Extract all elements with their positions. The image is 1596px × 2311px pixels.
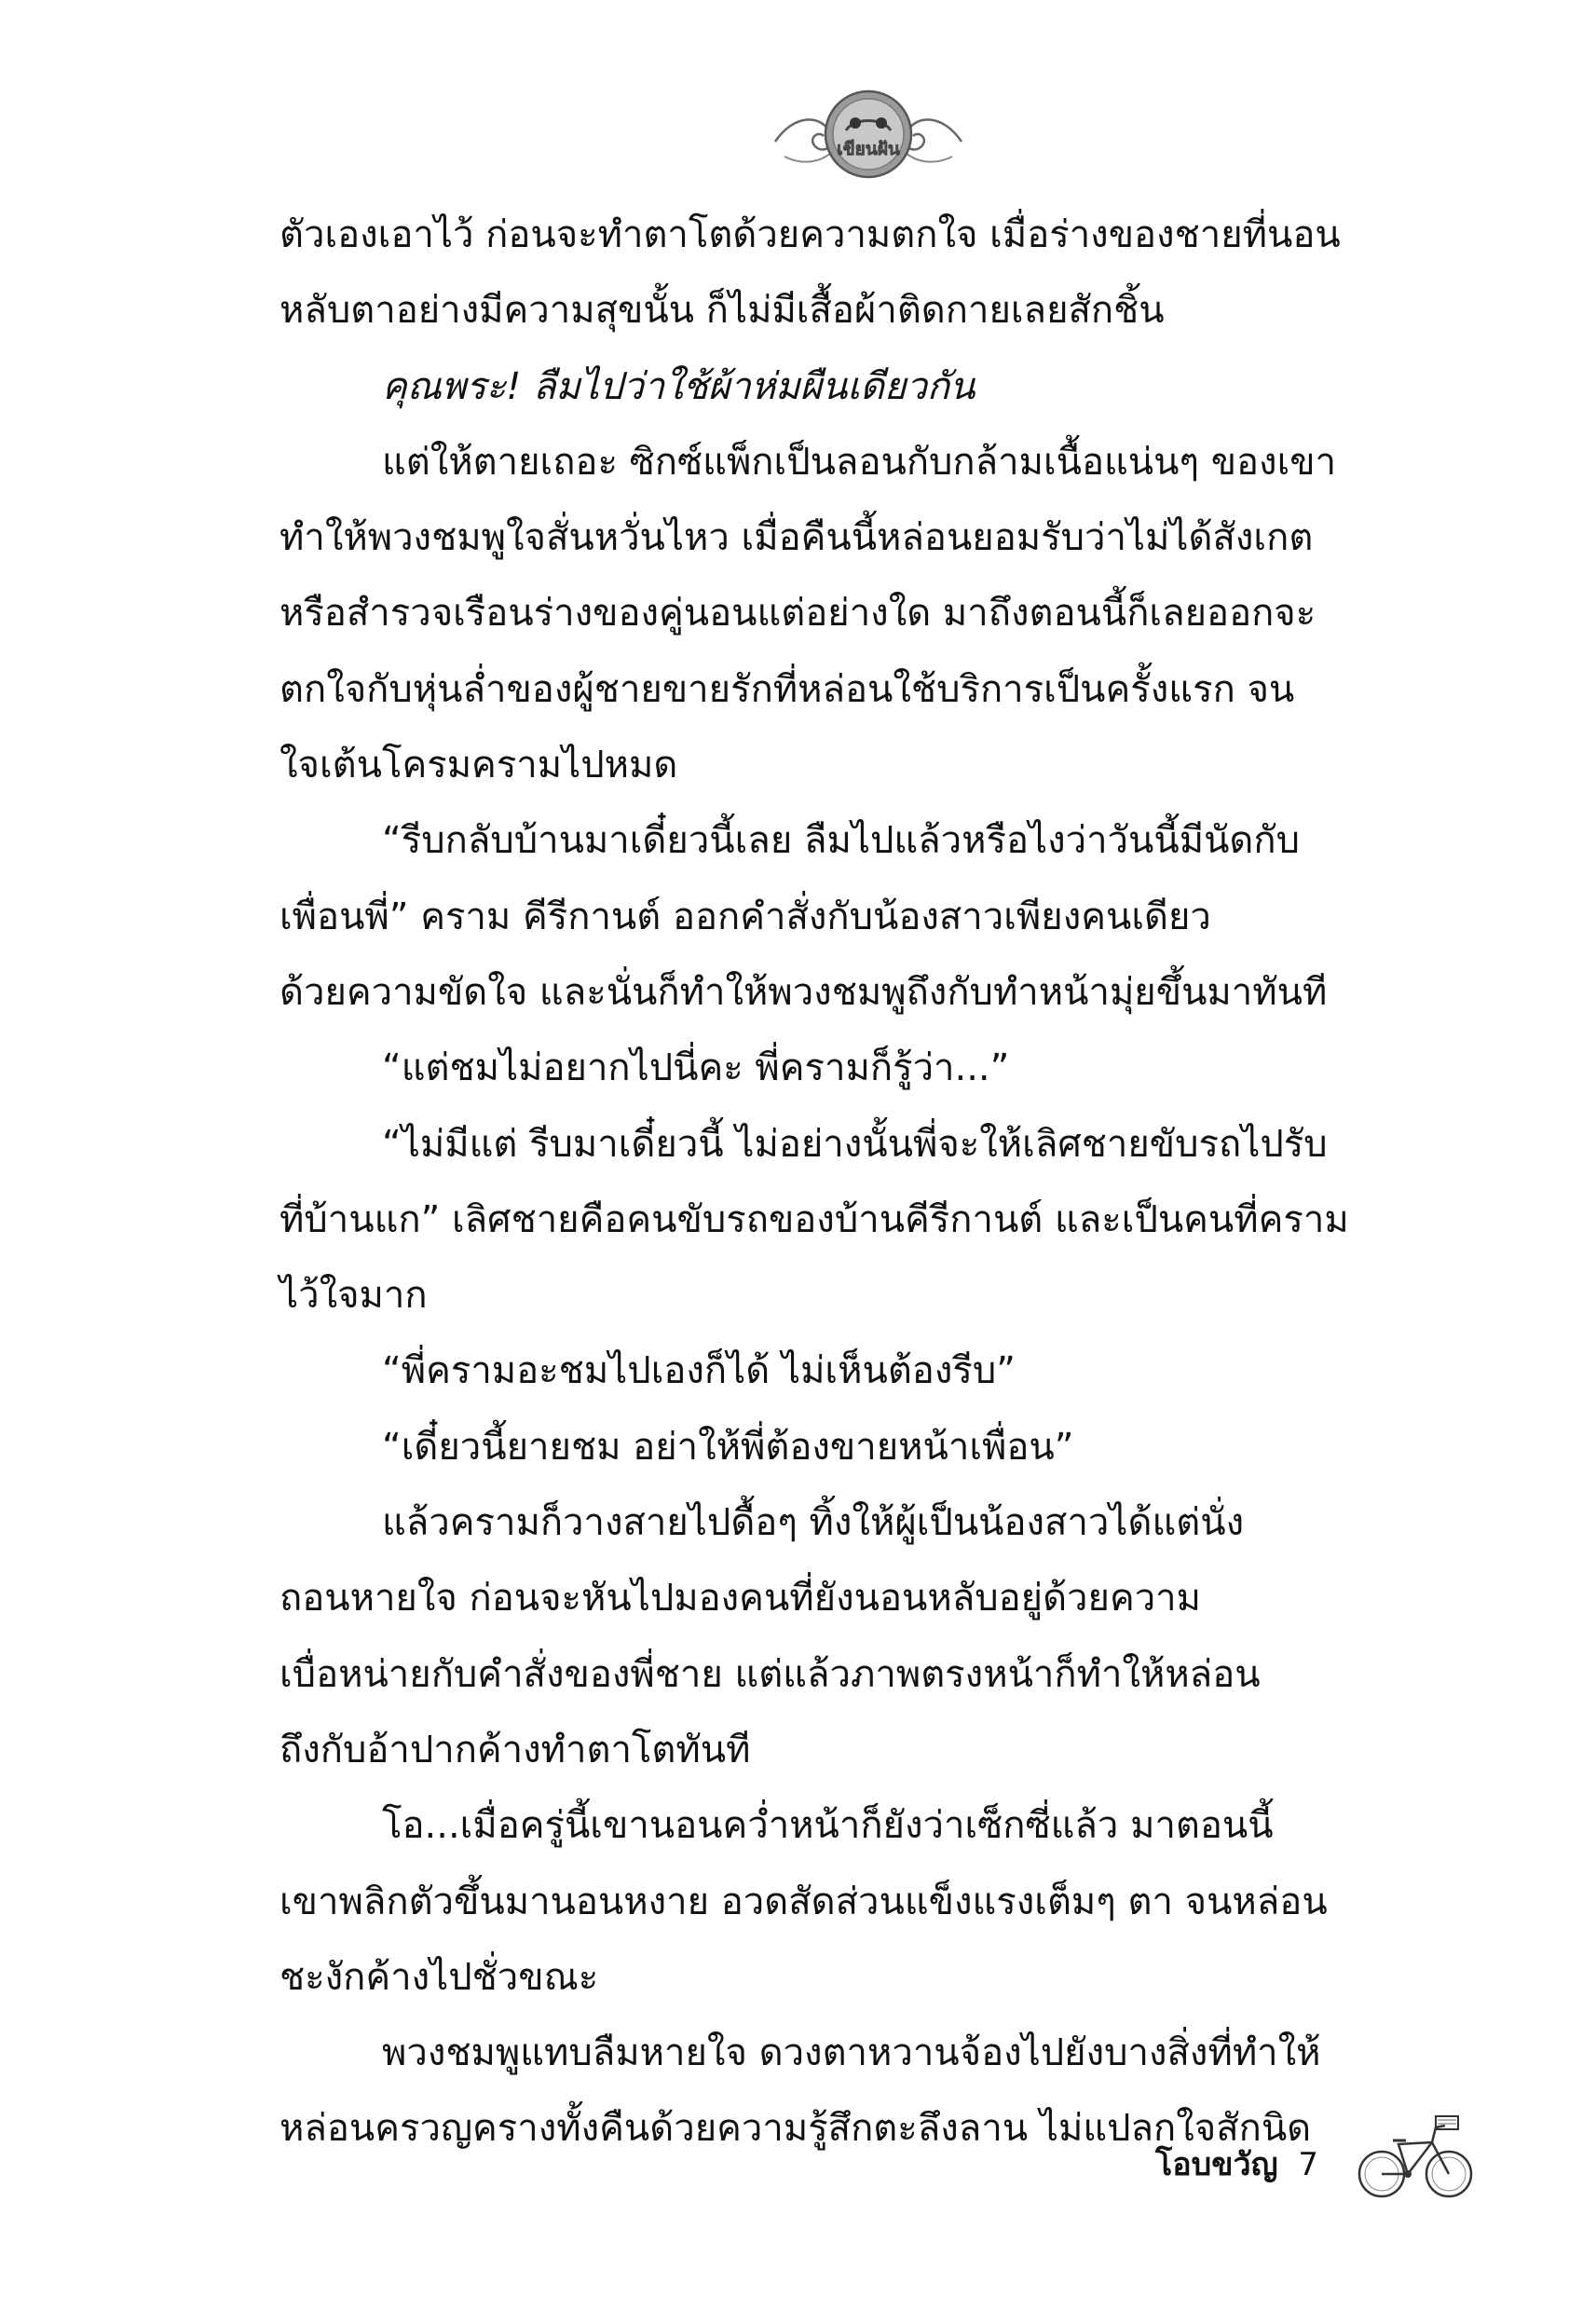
text-line: หล่อนครวญครางทั้งคืนด้วยความรู้สึกตะลึงลาน ไม่แปลกใจสักนิด <box>280 2107 1312 2151</box>
text-line: ตัวเองเอาไว้ ก่อนจะทำตาโตด้วยความตกใจ เมื่อร่างของชายที่นอน <box>280 213 1341 256</box>
text-line: แต่ให้ตายเถอะ ซิกซ์แพ็กเป็นลอนกับกล้ามเนื้อแน่นๆ ของเขา <box>382 440 1337 484</box>
publisher-logo <box>757 76 980 188</box>
running-footer <box>1155 2139 1318 2189</box>
text-line: หลับตาอย่างมีความสุขนั้น ก็ไม่มีเสื้อผ้าติดกายเลยสักชิ้น <box>280 289 1165 333</box>
body-text <box>280 198 1446 2167</box>
text-line: “แต่ชมไม่อยากไปนี่คะ พี่ครามก็รู้ว่า...” <box>382 1046 1010 1090</box>
text-line: โอ...เมื่อครู่นี้เขานอนคว่ำหน้าก็ยังว่าเซ็กซี่แล้ว มาตอนนี้ <box>382 1804 1274 1848</box>
text-line: เพื่อนพี่” คราม คีรีกานต์ ออกคำสั่งกับน้องสาวเพียงคนเดียว <box>280 895 1211 938</box>
page-number: 7 <box>1298 2146 1319 2183</box>
text-line: ชะงักค้างไปชั่วขณะ <box>280 1955 599 1999</box>
book-title: โอบขวัญ <box>1155 2146 1278 2183</box>
bicycle-icon <box>1356 2111 1477 2204</box>
page-footer <box>1155 2111 1472 2213</box>
text-line: ถอนหายใจ ก่อนจะหันไปมองคนที่ยังนอนหลับอยู่ด้วยความ <box>280 1577 1201 1620</box>
text-line: คุณพระ! ลืมไปว่าใช้ผ้าห่มผืนเดียวกัน <box>382 364 975 408</box>
text-line: เขาพลิกตัวขึ้นมานอนหงาย อวดสัดส่วนแข็งแรงเต็มๆ ตา จนหล่อน <box>280 1880 1328 1923</box>
text-line: ที่บ้านแก” เลิศชายคือคนขับรถของบ้านคีรีกานต์ และเป็นคนที่คราม <box>280 1197 1349 1241</box>
text-line: แล้วครามก็วางสายไปดื้อๆ ทิ้งให้ผู้เป็นน้องสาวได้แต่นั่ง <box>382 1501 1245 1545</box>
text-line: เบื่อหน่ายกับคำสั่งของพี่ชาย แต่แล้วภาพตรงหน้าก็ทำให้หล่อน <box>280 1652 1261 1696</box>
text-line: ไว้ใจมาก <box>280 1274 428 1318</box>
text-line: พวงชมพูแทบลืมหายใจ ดวงตาหวานจ้องไปยังบางสิ่งที่ทำให้ <box>382 2031 1321 2075</box>
text-line: “ไม่มีแต่ รีบมาเดี๋ยวนี้ ไม่อย่างนั้นพี่จะให้เลิศชายขับรถไปรับ <box>382 1122 1328 1166</box>
text-line: “พี่ครามอะชมไปเองก็ได้ ไม่เห็นต้องรีบ” <box>382 1349 1016 1393</box>
text-line: “รีบกลับบ้านมาเดี๋ยวนี้เลย ลืมไปแล้วหรือไงว่าวันนี้มีนัดกับ <box>382 819 1300 863</box>
text-line: หรือสำรวจเรือนร่างของคู่นอนแต่อย่างใด มาถึงตอนนี้ก็เลยออกจะ <box>280 592 1316 636</box>
text-line: ตกใจกับหุ่นล่ำของผู้ชายขายรักที่หล่อนใช้บริการเป็นครั้งแรก จน <box>280 667 1295 711</box>
text-line: ถึงกับอ้าปากค้างทำตาโตทันที <box>280 1728 751 1771</box>
logo-lettering: เขียนฝัน <box>837 139 900 159</box>
text-line: ใจเต้นโครมครามไปหมด <box>280 744 678 787</box>
text-line: “เดี๋ยวนี้ยายชม อย่าให้พี่ต้องขายหน้าเพื่อน” <box>382 1425 1074 1469</box>
text-line: ด้วยความขัดใจ และนั่นก็ทำให้พวงชมพูถึงกับทำหน้ามุ่ยขึ้นมาทันที <box>280 970 1328 1014</box>
text-line: ทำให้พวงชมพูใจสั่นหวั่นไหว เมื่อคืนนี้หล่อนยอมรับว่าไม่ได้สังเกต <box>280 516 1314 560</box>
